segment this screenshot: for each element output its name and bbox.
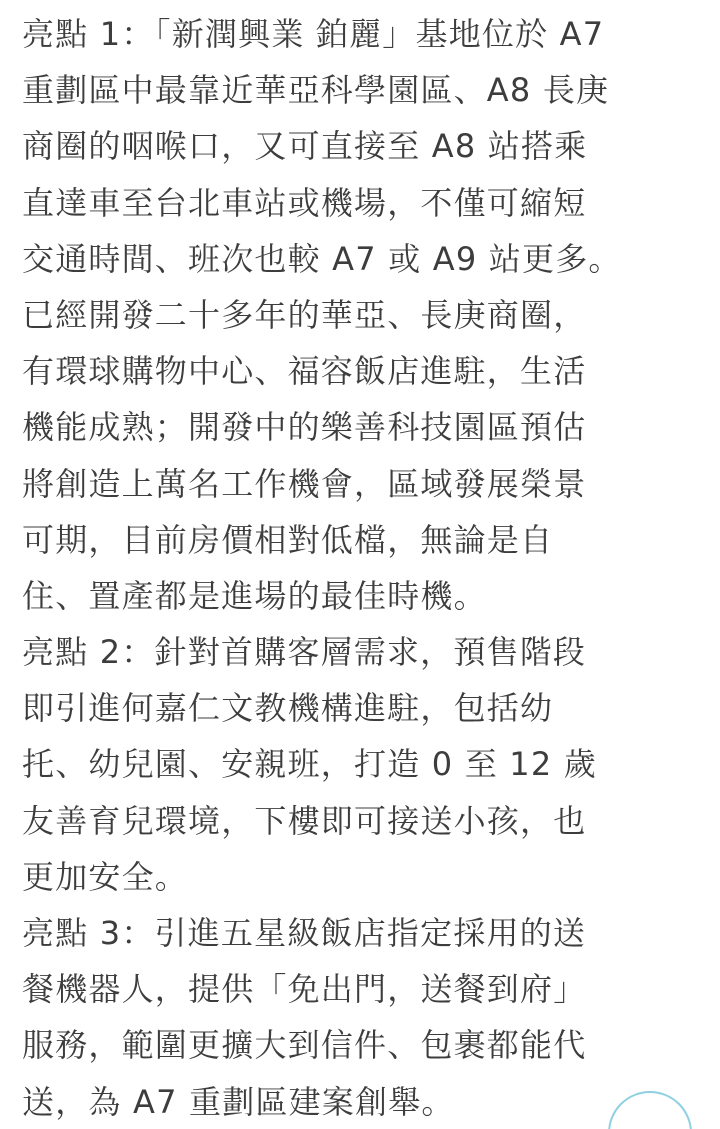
paragraph-line: 交通時間、班次也較 A7 或 A9 站更多。 [22,239,622,278]
paragraph-line: 可期，目前房價相對低檔，無論是自 [22,520,554,559]
paragraph-line: 送，為 A7 重劃區建案創舉。 [22,1082,455,1121]
paragraph-line: 托、幼兒園、安親班，打造 0 至 12 歲 [22,745,597,784]
paragraph-line: 亮點 3：引進五星級飯店指定採用的送 [22,914,587,952]
paragraph-line: 已經開發二十多年的華亞、長庚商圈， [22,295,587,334]
paragraph-line: 住、置產都是進場的最佳時機。 [22,576,487,615]
highlight-2-paragraph [22,624,706,905]
paragraph-line: 亮點 2：針對首購客層需求，預售階段 [22,633,587,672]
paragraph-line: 亮點 1：「新潤興業 鉑麗」基地位於 A7 [22,15,605,53]
highlight-1-paragraph [22,6,706,624]
paragraph-line: 將創造上萬名工作機會，區域發展榮景 [22,464,587,503]
highlight-3-paragraph [22,905,706,1129]
paragraph-line: 即引進何嘉仁文教機構進駐，包括幼 [22,689,554,728]
paragraph-line: 重劃區中最靠近華亞科學園區、A8 長庚 [22,71,610,110]
paragraph-line: 直達車至台北車站或機場，不僅可縮短 [22,183,587,222]
paragraph-line: 服務，範圍更擴大到信件、包裹都能代 [22,1026,587,1065]
paragraph-line: 機能成熟；開發中的樂善科技園區預估 [22,408,587,447]
paragraph-line: 更加安全。 [22,857,189,896]
paragraph-line: 友善育兒環境，下樓即可接送小孩，也 [22,801,587,840]
paragraph-line: 商圈的咽喉口，又可直接至 A8 站搭乘 [22,127,588,166]
paragraph-line: 有環球購物中心、福容飯店進駐，生活 [22,352,587,391]
paragraph-line: 餐機器人，提供「免出門，送餐到府」 [22,970,587,1009]
